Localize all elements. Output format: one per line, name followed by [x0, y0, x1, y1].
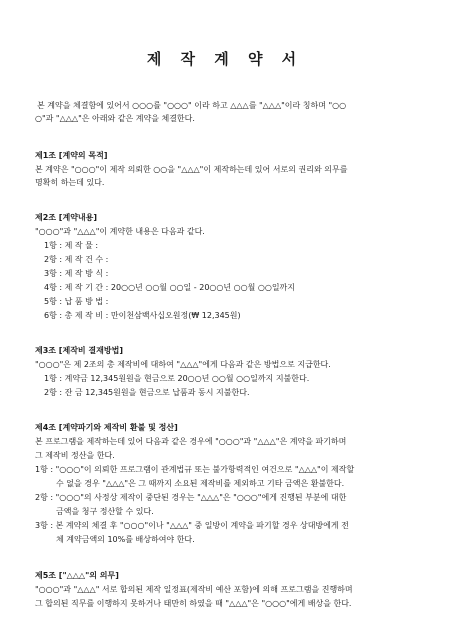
section-4-item-3b: 체 계약금액의 10%를 배상하여야 한다.: [56, 535, 195, 544]
section-3-heading: 제3조 [제작비 결재방법]: [35, 346, 124, 355]
section-2-line-1: "○○○"과 "△△△"이 계약한 내용은 다음과 같다.: [35, 227, 205, 236]
section-4-item-3a: 3항 : 본 계약의 체결 후 "○○○"이나 "△△△" 중 일방이 계약을 파기할 경우 상대방에게 전: [35, 521, 349, 530]
section-3-item-2: 2항 : 잔 금 12,345원원을 현금으로 납품과 동시 지불한다.: [44, 388, 250, 397]
section-3-item-1: 1항 : 계약금 12,345원원을 현금으로 20○○년 ○○월 ○○일까지 지불한다.: [44, 374, 310, 383]
section-5-line-1: "○○○"과 "△△△" 서로 합의된 제작 일정표(제작비 예산 포함)에 의해 프로그램을 진행하며: [35, 585, 353, 594]
section-3-line-1: "○○○"은 제 2조의 총 제작비에 대하여 "△△△"에게 다음과 같은 방법으로 지급한다.: [35, 360, 331, 369]
section-2-item-6: 6항 : 총 제 작 비 : 만이천삼백사십오원정(₩ 12,345원): [44, 311, 241, 320]
section-4-heading: 제4조 [계약파기와 제작비 환불 및 정산]: [35, 423, 178, 432]
section-4-item-2b: 금액을 청구 정산할 수 있다.: [56, 507, 154, 516]
section-2-item-1: 1항 : 제 작 물 :: [44, 241, 99, 250]
section-4-line-1: 본 프로그램을 제작하는데 있어 다음과 같은 경우에 "○○○"과 "△△△"은 계약을 파기하며: [35, 437, 347, 446]
intro-line-2: ○"과 "△△△"은 아래와 같은 계약을 체결한다.: [35, 114, 195, 123]
section-2-item-5: 5항 : 납 품 방 법 :: [44, 297, 109, 306]
section-2-item-4: 4항 : 제 작 기 간 : 20○○년 ○○월 ○○일 - 20○○년 ○○월 ○○일까지: [44, 283, 296, 292]
section-1-line-1: 본 계약은 "○○○"이 제작 의뢰한 ○○을 "△△△"이 제작하는데 있어 서로의 권리와 의무를: [35, 165, 348, 174]
section-1-heading: 제1조 [계약의 목적]: [35, 151, 108, 160]
section-4-item-2a: 2항 : "○○○"의 사정상 제작이 중단된 경우는 "△△△"은 "○○○"에게 진행된 부분에 대한: [35, 493, 347, 502]
section-4-item-1a: 1항 : "○○○"이 의뢰한 프로그램이 관계법규 또는 불가항력적인 여건으로 "△△△"이 제작할: [35, 465, 355, 474]
section-4-line-2: 그 제작비 정산을 한다.: [35, 451, 115, 460]
section-1-line-2: 명확히 하는데 있다.: [35, 178, 105, 187]
section-2-heading: 제2조 [계약내용]: [35, 213, 98, 222]
section-4-item-1b: 수 없을 경우 "△△△"은 그 때까지 소요된 제작비를 제외하고 기타 금액은 환불한다.: [56, 479, 345, 488]
intro-line-1: 본 계약을 체결함에 있어서 ○○○를 "○○○" 이라 하고 △△△를 "△△△"이라 칭하며 "○○: [37, 101, 347, 110]
section-5-heading: 제5조 ["△△△"의 의무]: [35, 571, 119, 580]
section-2-item-2: 2항 : 제 작 건 수 :: [44, 255, 109, 264]
section-2-item-3: 3항 : 제 작 방 식 :: [44, 269, 109, 278]
section-5-line-2: 그 합의된 직무를 이행하지 못하거나 태만히 하였을 때 "△△△"은 "○○○"에게 배상을 한다.: [35, 599, 352, 608]
document-title: 제 작 계 약 서: [146, 50, 304, 68]
